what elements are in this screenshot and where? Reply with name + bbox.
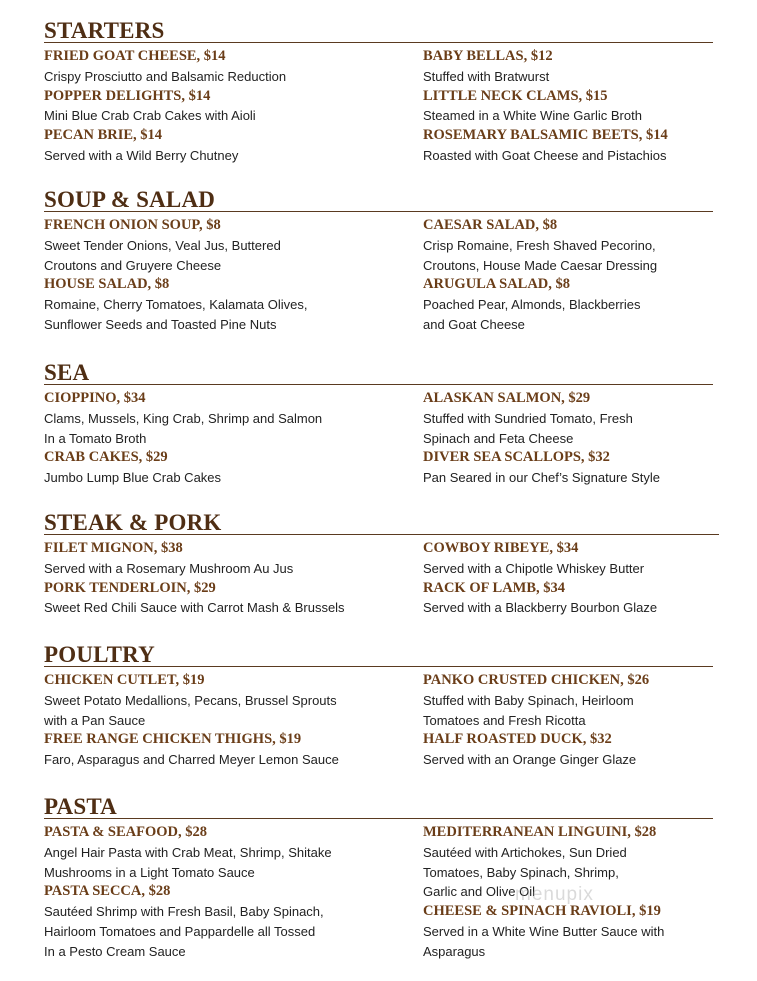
item-description: Steamed in a White Wine Garlic Broth — [423, 108, 642, 124]
item-name: COWBOY RIBEYE, $34 — [423, 540, 579, 556]
item-description: Angel Hair Pasta with Crab Meat, Shrimp, Shitake — [44, 844, 332, 860]
item-name: CRAB CAKES, $29 — [44, 449, 168, 466]
item-name: ALASKAN SALMON, $29 — [423, 390, 591, 406]
menu-column-left — [44, 671, 384, 770]
menu-column-left — [44, 389, 384, 488]
menu-item — [44, 275, 384, 334]
item-name: LITTLE NECK CLAMS, $15 — [423, 87, 608, 104]
item-description: Served with a Blackberry Bourbon Glaze — [423, 600, 658, 616]
item-name: ARUGULA SALAD, $8 — [423, 276, 571, 293]
menu-column-right — [423, 389, 757, 488]
menu-item — [44, 87, 384, 127]
item-name: DIVER SEA SCALLOPS, $32 — [423, 449, 610, 466]
item-name: HOUSE SALAD, $8 — [44, 276, 170, 293]
item-description: Sweet Potato Medallions, Pecans, Brussel Sprouts — [44, 692, 337, 708]
menu-item — [44, 730, 384, 770]
item-description: Served in a White Wine Butter Sauce with — [423, 923, 665, 939]
item-description: Mini Blue Crab Crab Cakes with Aioli — [44, 108, 256, 124]
item-name: FRENCH ONION SOUP, $8 — [44, 217, 221, 233]
item-name: HALF ROASTED DUCK, $32 — [423, 731, 612, 748]
item-name: PASTA SECCA, $28 — [44, 883, 171, 900]
item-name: FRIED GOAT CHEESE, $14 — [44, 48, 226, 64]
item-description: Sautéed with Artichokes, Sun Dried — [423, 844, 627, 860]
menu-section — [44, 642, 713, 768]
item-description: Served with a Rosemary Mushroom Au Jus — [44, 560, 294, 576]
item-description: Roasted with Goat Cheese and Pistachios — [423, 147, 667, 163]
item-description: and Goat Cheese — [423, 316, 525, 332]
menu-column-left — [44, 47, 384, 166]
menu-item — [423, 47, 757, 87]
menu-item — [423, 389, 757, 448]
menu-item — [423, 539, 757, 579]
menu-section — [44, 360, 713, 486]
section-title: SOUP & SALAD — [44, 189, 713, 212]
item-description: Stuffed with Baby Spinach, Heirloom — [423, 692, 634, 708]
item-description: Stuffed with Sundried Tomato, Fresh — [423, 410, 633, 426]
item-description: Pan Seared in our Chef’s Signature Style — [423, 470, 661, 486]
menu-column-right — [423, 216, 757, 335]
item-name: PANKO CRUSTED CHICKEN, $26 — [423, 672, 650, 688]
item-description: Clams, Mussels, King Crab, Shrimp and Salmon — [44, 410, 323, 426]
menu-item — [44, 539, 384, 579]
item-description: Hairloom Tomatoes and Pappardelle all Tossed — [44, 923, 316, 939]
item-name: PASTA & SEAFOOD, $28 — [44, 824, 208, 840]
menu-column-right — [423, 47, 757, 166]
menu-item — [44, 882, 384, 961]
menu-item — [44, 579, 384, 619]
item-name: BABY BELLAS, $12 — [423, 48, 553, 64]
menu-column-left — [44, 216, 384, 335]
section-title: POULTRY — [44, 644, 713, 667]
menu-column-right — [423, 671, 757, 770]
menu-item — [423, 275, 757, 334]
item-name: CHEESE & SPINACH RAVIOLI, $19 — [423, 903, 661, 920]
menu-item — [44, 47, 384, 87]
menu-section — [44, 510, 719, 616]
item-description: Sautéed Shrimp with Fresh Basil, Baby Spinach, — [44, 904, 324, 920]
item-name: CAESAR SALAD, $8 — [423, 217, 558, 233]
menu-item — [423, 579, 757, 619]
menu-item — [44, 823, 384, 882]
item-description: Croutons, House Made Caesar Dressing — [423, 257, 658, 273]
item-description: Asparagus — [423, 943, 486, 959]
menu-column-right — [423, 539, 757, 618]
item-description: Poached Pear, Almonds, Blackberries — [423, 297, 641, 313]
item-description: Mushrooms in a Light Tomato Sauce — [44, 864, 255, 880]
item-name: RACK OF LAMB, $34 — [423, 579, 566, 596]
item-description: In a Pesto Cream Sauce — [44, 943, 186, 959]
item-description: Croutons and Gruyere Cheese — [44, 257, 222, 273]
menu-item — [423, 87, 757, 127]
item-description: Served with an Orange Ginger Glaze — [423, 752, 637, 768]
item-description: with a Pan Sauce — [44, 712, 146, 728]
item-name: PORK TENDERLOIN, $29 — [44, 579, 216, 596]
item-description: In a Tomato Broth — [44, 430, 147, 446]
item-description: Spinach and Feta Cheese — [423, 430, 574, 446]
menu-item — [423, 902, 757, 961]
section-title: STARTERS — [44, 20, 713, 43]
menu-item — [44, 126, 384, 166]
item-description: Crisp Romaine, Fresh Shaved Pecorino, — [423, 237, 656, 253]
item-description: Sweet Tender Onions, Veal Jus, Buttered — [44, 237, 281, 253]
menu-item — [423, 448, 757, 488]
item-name: CHICKEN CUTLET, $19 — [44, 672, 205, 688]
item-description: Sweet Red Chili Sauce with Carrot Mash & Brussels — [44, 600, 345, 616]
item-description: Crispy Prosciutto and Balsamic Reduction — [44, 68, 287, 84]
item-name: POPPER DELIGHTS, $14 — [44, 87, 211, 104]
menu-item — [423, 216, 757, 275]
menu-item — [44, 216, 384, 275]
item-description: Stuffed with Bratwurst — [423, 68, 550, 84]
menu-item — [423, 730, 757, 770]
item-name: PECAN BRIE, $14 — [44, 127, 163, 144]
menu-section — [44, 187, 713, 332]
section-title: PASTA — [44, 796, 713, 819]
menu-item — [423, 126, 757, 166]
menu-column-left — [44, 539, 384, 618]
item-description: Served with a Chipotle Whiskey Butter — [423, 560, 645, 576]
menu-column-left — [44, 823, 384, 962]
item-description: Jumbo Lump Blue Crab Cakes — [44, 470, 222, 486]
item-name: CIOPPINO, $34 — [44, 390, 146, 406]
menu-item — [44, 448, 384, 488]
item-description: Romaine, Cherry Tomatoes, Kalamata Olives, — [44, 297, 308, 313]
item-name: FREE RANGE CHICKEN THIGHS, $19 — [44, 731, 302, 748]
item-name: FILET MIGNON, $38 — [44, 540, 183, 556]
menu-item — [44, 389, 384, 448]
menu-item — [44, 671, 384, 730]
item-name: MEDITERRANEAN LINGUINI, $28 — [423, 824, 657, 840]
section-title: STEAK & PORK — [44, 512, 719, 535]
item-description: Faro, Asparagus and Charred Meyer Lemon Sauce — [44, 752, 339, 768]
section-title: SEA — [44, 362, 713, 385]
item-description: Tomatoes, Baby Spinach, Shrimp, — [423, 864, 619, 880]
item-description: Garlic and Olive Oil — [423, 884, 535, 900]
item-name: ROSEMARY BALSAMIC BEETS, $14 — [423, 127, 668, 144]
menu-section — [44, 18, 713, 163]
item-description: Sunflower Seeds and Toasted Pine Nuts — [44, 316, 277, 332]
watermark: menupix — [515, 884, 594, 905]
item-description: Tomatoes and Fresh Ricotta — [423, 712, 586, 728]
menu-item — [423, 671, 757, 730]
item-description: Served with a Wild Berry Chutney — [44, 147, 239, 163]
